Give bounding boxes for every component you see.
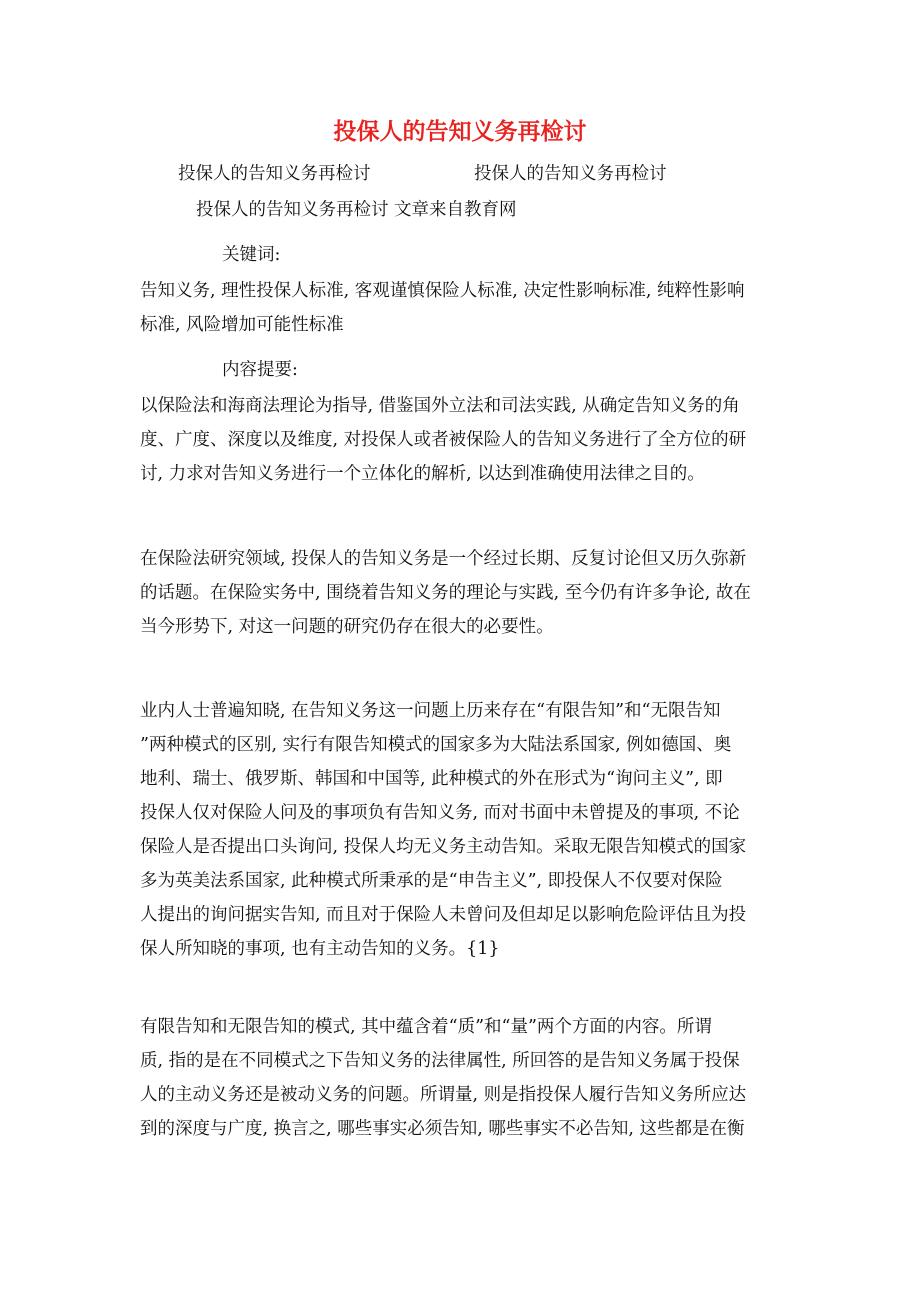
abstract-line: 讨, 力求对告知义务进行一个立体化的解析, 以达到准确使用法律之目的。	[140, 464, 705, 484]
abstract-line: 以保险法和海商法理论为指导, 借鉴国外立法和司法实践, 从确定告知义务的角	[140, 396, 740, 416]
paragraph-line: 到的深度与广度, 换言之, 哪些事实必须告知, 哪些事实不必告知, 这些都是在衡	[140, 1119, 745, 1139]
paragraph-line: 人的主动义务还是被动义务的问题。所谓量, 则是指投保人履行告知义务所应达	[140, 1085, 747, 1105]
keywords-line: 告知义务, 理性投保人标准, 客观谨慎保险人标准, 决定性影响标准, 纯粹性影响	[140, 281, 745, 301]
keywords-block	[140, 274, 790, 342]
paragraph-3	[140, 1010, 790, 1146]
abstract-label: 内容提要:	[222, 360, 298, 380]
paragraph-line: 质, 指的是在不同模式之下告知义务的法律属性, 所回答的是告知义务属于投保	[140, 1051, 740, 1071]
paragraph-line: 保险人是否提出口头询问, 投保人均无义务主动告知。采取无限告知模式的国家	[140, 837, 747, 857]
paragraph-line: 当今形势下, 对这一问题的研究仍存在很大的必要性。	[140, 617, 554, 637]
subtitle-right: 投保人的告知义务再检讨	[474, 164, 667, 184]
paragraph-line: 投保人仅对保险人问及的事项负有告知义务, 而对书面中未曾提及的事项, 不论	[140, 803, 740, 823]
paragraph-line: 保人所知晓的事项, 也有主动告知的义务。{1}	[140, 939, 500, 959]
keywords-label: 关键词:	[222, 245, 281, 265]
paragraph-line: 地利、瑞士、俄罗斯、韩国和中国等, 此种模式的外在形式为“询问主义”, 即	[140, 769, 723, 789]
paragraph-line: 多为英美法系国家, 此种模式所秉承的是“申告主义”, 即投保人不仅要对保险	[140, 871, 723, 891]
paragraph-line: 的话题。在保险实务中, 围绕着告知义务的理论与实践, 至今仍有许多争论, 故在	[140, 583, 751, 603]
subtitle-left: 投保人的告知义务再检讨	[178, 164, 371, 184]
document-title: 投保人的告知义务再检讨	[333, 119, 587, 145]
paragraph-line: ”两种模式的区别, 实行有限告知模式的国家多为大陆法系国家, 例如德国、奥	[140, 735, 732, 755]
paragraph-line: 业内人士普遍知晓, 在告知义务这一问题上历来存在“有限告知”和“无限告知	[140, 701, 721, 721]
paragraph-2	[140, 694, 790, 966]
paragraph-1	[140, 542, 790, 644]
paragraph-line: 在保险法研究领域, 投保人的告知义务是一个经过长期、反复讨论但又历久弥新	[140, 549, 747, 569]
paragraph-line: 人提出的询问据实告知, 而且对于保险人未曾问及但却足以影响危险评估且为投	[140, 905, 747, 925]
abstract-block	[140, 389, 790, 491]
abstract-line: 度、广度、深度以及维度, 对投保人或者被保险人的告知义务进行了全方位的研	[140, 430, 747, 450]
paragraph-line: 有限告知和无限告知的模式, 其中蕴含着“质”和“量”两个方面的内容。所谓	[140, 1017, 712, 1037]
keywords-line: 标准, 风险增加可能性标准	[140, 315, 344, 335]
subtitle-source: 投保人的告知义务再检讨 文章来自教育网	[196, 200, 517, 220]
